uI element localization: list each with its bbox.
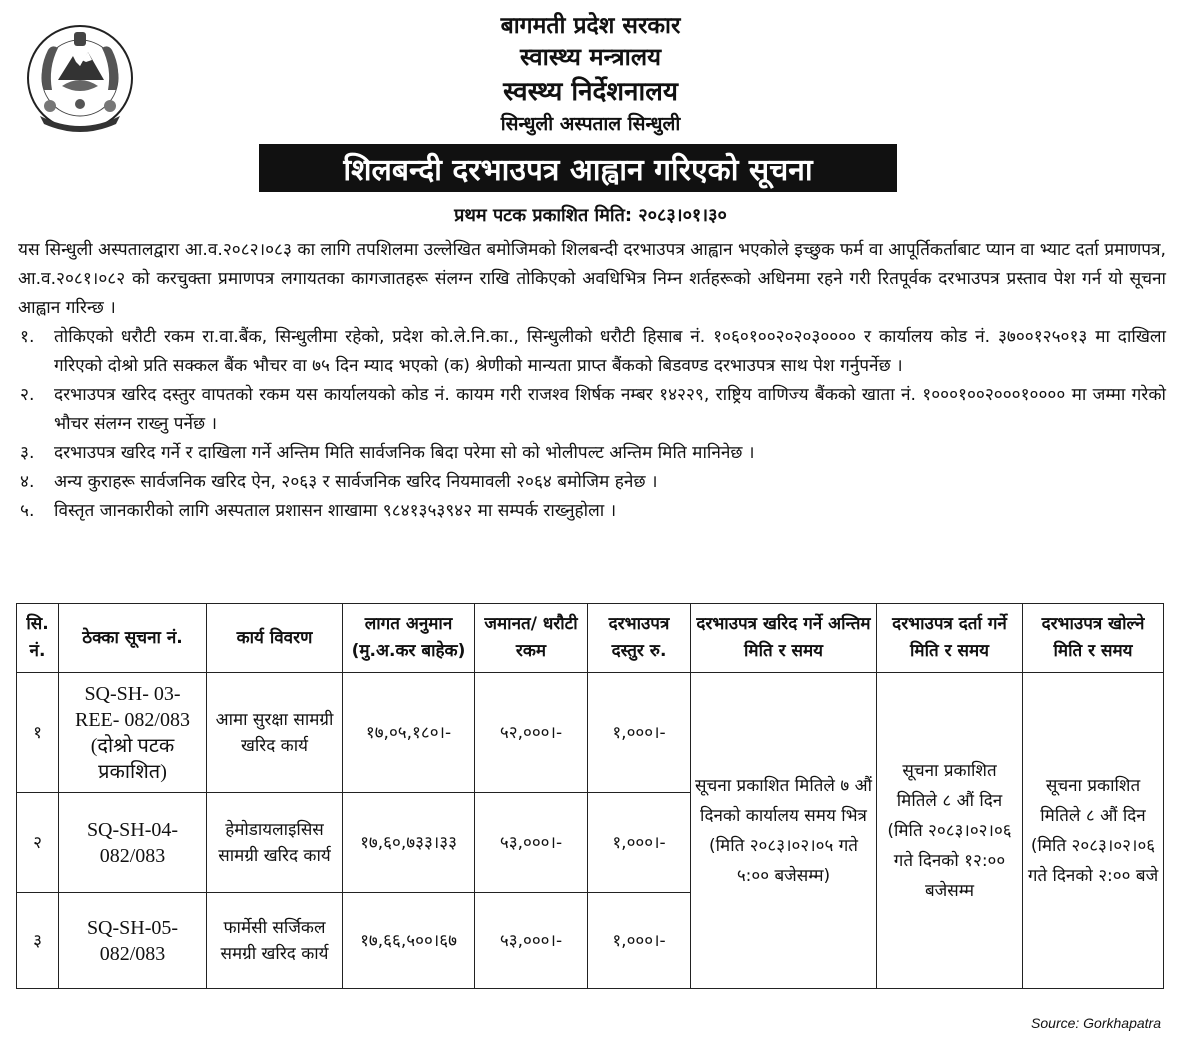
clause-4: [18, 468, 1166, 497]
clause-number: ४.: [20, 472, 35, 492]
clause-number: २.: [20, 385, 35, 405]
col-header-sn: सि. नं.: [17, 604, 59, 673]
clause-text: तोकिएको धरौटी रकम रा.वा.बैंक, सिन्धुलीमा रहेको, प्रदेश को.ले.नि.का., सिन्धुलीको धरौटी हिसाब नं. १०६०१००२०२०३०००० र कार्यालय कोड नं. ३७००१२५०१३ मा दाखिला गरिएको दोश्रो प्रति सक्कल बैंक भौचर वा ७५ दिन म्याद भएको (क) श्रेणीको मान्यता प्राप्त बैंकको बिडवण्ड दरभाउपत्र साथ पेश गर्नुपर्नेछ ।: [54, 327, 1166, 376]
cell-notice-no: SQ-SH- 03-REE- 082/083 (दोश्रो पटक प्रकाशित): [59, 673, 207, 793]
header-province: बागमती प्रदेश सरकार: [500, 12, 681, 39]
source-credit: Source: Gorkhapatra: [1031, 1015, 1161, 1031]
cell-deposit: ५३,०००।-: [475, 793, 588, 893]
clause-number: ३.: [20, 443, 35, 463]
clause-text: दरभाउपत्र खरिद गर्ने र दाखिला गर्ने अन्तिम मिति सार्वजनिक बिदा परेमा सो को भोलीपल्ट अन्तिम मिति मानिनेछ ।: [54, 443, 755, 463]
col-header-description: कार्य विवरण: [207, 604, 343, 673]
notice-body: [18, 236, 1166, 526]
clause-number: ५.: [20, 501, 35, 521]
cell-cost: १७,०५,१८०।-: [343, 673, 475, 793]
cell-description: हेमोडायलाइसिस सामग्री खरिद कार्य: [207, 793, 343, 893]
clause-1: [18, 323, 1166, 381]
header-hospital: सिन्धुली अस्पताल सिन्धुली: [500, 113, 681, 135]
cell-description: आमा सुरक्षा सामग्री खरिद कार्य: [207, 673, 343, 793]
cell-notice-no: SQ-SH-05-082/083: [59, 893, 207, 989]
cell-description: फार्मेसी सर्जिकल समग्री खरिद कार्य: [207, 893, 343, 989]
col-header-purchase-deadline: दरभाउपत्र खरिद गर्ने अन्तिम मिति र समय: [691, 604, 877, 673]
cell-register-deadline: सूचना प्रकाशित मितिले ८ औं दिन (मिति २०८३।०२।०६ गते दिनको १२:०० बजेसम्म: [877, 673, 1023, 989]
table-row: [17, 673, 1164, 793]
cell-deposit: ५२,०००।-: [475, 673, 588, 793]
cell-deposit: ५३,०००।-: [475, 893, 588, 989]
cell-fee: १,०००।-: [588, 673, 691, 793]
cell-fee: १,०००।-: [588, 893, 691, 989]
cell-sn: १: [17, 673, 59, 793]
clause-2: [18, 381, 1166, 439]
cell-sn: २: [17, 793, 59, 893]
col-header-register-deadline: दरभाउपत्र दर्ता गर्ने मिति र समय: [877, 604, 1023, 673]
table-header-row: [17, 604, 1164, 673]
clause-text: विस्तृत जानकारीको लागि अस्पताल प्रशासन शाखामा ९८४१३५३९४२ मा सम्पर्क राख्नुहोला ।: [54, 501, 617, 521]
header-directorate: स्वस्थ्य निर्देशनालय: [503, 77, 678, 107]
clause-number: १.: [20, 327, 35, 347]
cell-opening: सूचना प्रकाशित मितिले ८ औं दिन (मिति २०८३।०२।०६ गते दिनको २:०० बजे: [1023, 673, 1164, 989]
published-date: प्रथम पटक प्रकाशित मिति: २०८३।०१।३०: [454, 205, 727, 226]
cell-sn: ३: [17, 893, 59, 989]
cell-fee: १,०००।-: [588, 793, 691, 893]
cell-notice-no: SQ-SH-04-082/083: [59, 793, 207, 893]
cell-purchase-deadline: सूचना प्रकाशित मितिले ७ औं दिनको कार्यालय समय भित्र (मिति २०८३।०२।०५ गते ५:०० बजेसम्म): [691, 673, 877, 989]
notice-title-banner: शिलबन्दी दरभाउपत्र आह्वान गरिएको सूचना: [259, 144, 897, 192]
cell-cost: १७,६०,७३३।३३: [343, 793, 475, 893]
clause-5: [18, 497, 1166, 526]
cell-cost: १७,६६,५००।६७: [343, 893, 475, 989]
clause-text: अन्य कुराहरू सार्वजनिक खरिद ऐन, २०६३ र सार्वजनिक खरिद नियमावली २०६४ बमोजिम हनेछ ।: [54, 472, 658, 492]
col-header-deposit: जमानत/ धरौटी रकम: [475, 604, 588, 673]
col-header-opening: दरभाउपत्र खोल्ने मिति र समय: [1023, 604, 1164, 673]
header-ministry: स्वास्थ्य मन्त्रालय: [519, 42, 662, 71]
clause-3: [18, 439, 1166, 468]
intro-paragraph: यस सिन्धुली अस्पतालद्वारा आ.व.२०८२।०८३ का लागि तपशिलमा उल्लेखित बमोजिमको शिलबन्दी दरभाउपत्र आह्वान भएकोले इच्छुक फर्म वा आपूर्तिकर्ताबाट प्यान वा भ्याट दर्ता प्रमाणपत्र, आ.व.२०८१।०८२ को करचुक्ता प्रमाणपत्र लगायतका कागजातहरू संलग्न राखि तोकिएको अवधिभित्र निम्न शर्तहरूको अधिनमा रहने गरी रितपूर्वक दरभाउपत्र प्रस्ताव पेश गर्न यो सूचना आह्वान गरिन्छ ।: [18, 240, 1166, 318]
tender-table: [16, 603, 1164, 989]
col-header-fee: दरभाउपत्र दस्तुर रु.: [588, 604, 691, 673]
col-header-notice-no: ठेक्का सूचना नं.: [59, 604, 207, 673]
col-header-cost-estimate: लागत अनुमान (मु.अ.कर बाहेक): [343, 604, 475, 673]
clause-text: दरभाउपत्र खरिद दस्तुर वापतको रकम यस कार्यालयको कोड नं. कायम गरी राजश्व शिर्षक नम्बर १४२२९, राष्ट्रिय वाणिज्य बैंकको खाता नं. १०००१००२०००१०००० मा जम्मा गरेको भौचर संलग्न राख्नु पर्नेछ ।: [54, 385, 1166, 434]
